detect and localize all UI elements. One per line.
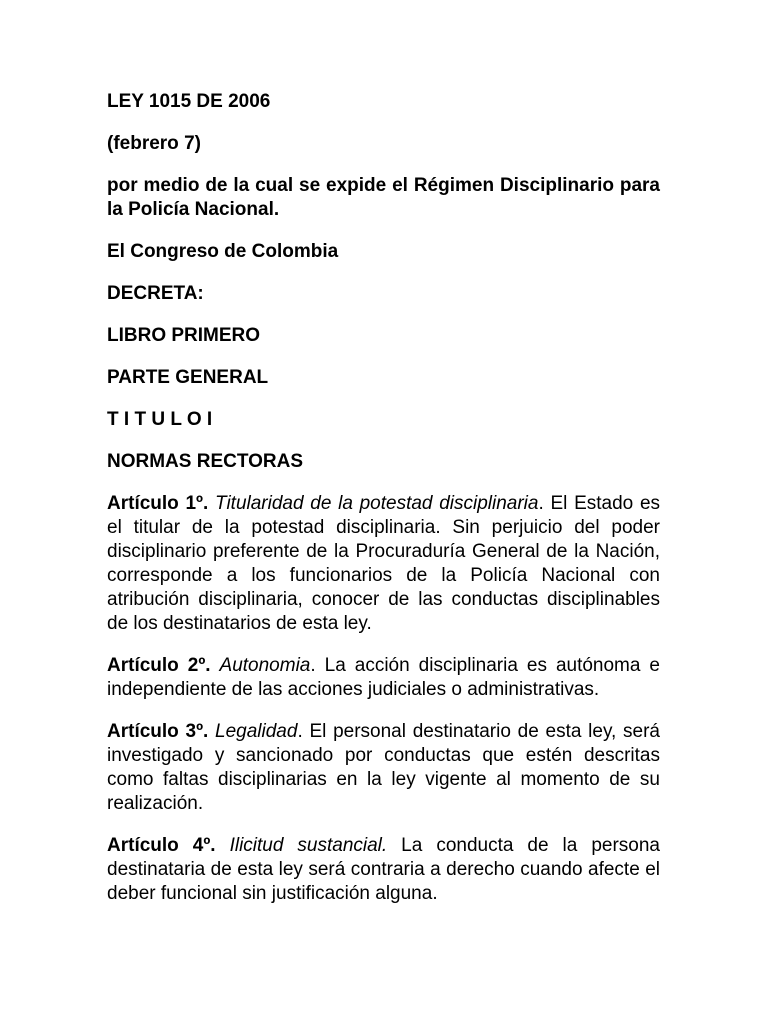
article-number: Artículo 1º.: [107, 493, 209, 514]
article-name: Legalidad: [215, 721, 298, 742]
book-heading: LIBRO PRIMERO: [107, 325, 261, 346]
law-title: LEY 1015 DE 2006: [107, 91, 271, 112]
decree-heading: DECRETA:: [107, 283, 204, 304]
article-number: Artículo 2º.: [107, 655, 211, 676]
article-name: Ilicitud sustancial.: [229, 835, 388, 856]
article-body: . La acción disciplinaria es autónoma e independiente de las acciones judiciales o administrativas.: [107, 655, 660, 700]
article-name: Titularidad de la potestad disciplinaria: [215, 493, 539, 514]
title-heading: T I T U L O I: [107, 409, 213, 430]
article-number: Artículo 4º.: [107, 835, 216, 856]
article-name: Autonomia: [219, 655, 311, 676]
law-date: (febrero 7): [107, 133, 201, 154]
article-3: [107, 720, 660, 816]
article-body: . El personal destinatario de esta ley, será investigado y sancionado por conductas que estén descritas como faltas disciplinarias en la ley vigente al momento de su realización.: [107, 721, 661, 814]
document-page: [107, 90, 660, 924]
law-subtitle: por medio de la cual se expide el Régimen Disciplinario para la Policía Nacional.: [107, 175, 660, 220]
part-heading: PARTE GENERAL: [107, 367, 269, 388]
article-2: [107, 654, 660, 702]
article-4: [107, 834, 660, 906]
article-number: Artículo 3º.: [107, 721, 209, 742]
issuer: El Congreso de Colombia: [107, 241, 339, 262]
article-1: [107, 492, 660, 636]
article-body: La conducta de la persona destinataria de esta ley será contraria a derecho cuando afecte el deber funcional sin justificación alguna.: [107, 835, 660, 904]
section-heading: NORMAS RECTORAS: [107, 451, 303, 472]
article-body: . El Estado es el titular de la potestad disciplinaria. Sin perjuicio del poder disciplinario preferente de la Procuraduría General de la Nación, corresponde a los funcionarios de la Policía Nacional con atribución disciplinaria, conocer de las conductas disciplinables de los destinatarios de esta ley.: [107, 493, 661, 634]
